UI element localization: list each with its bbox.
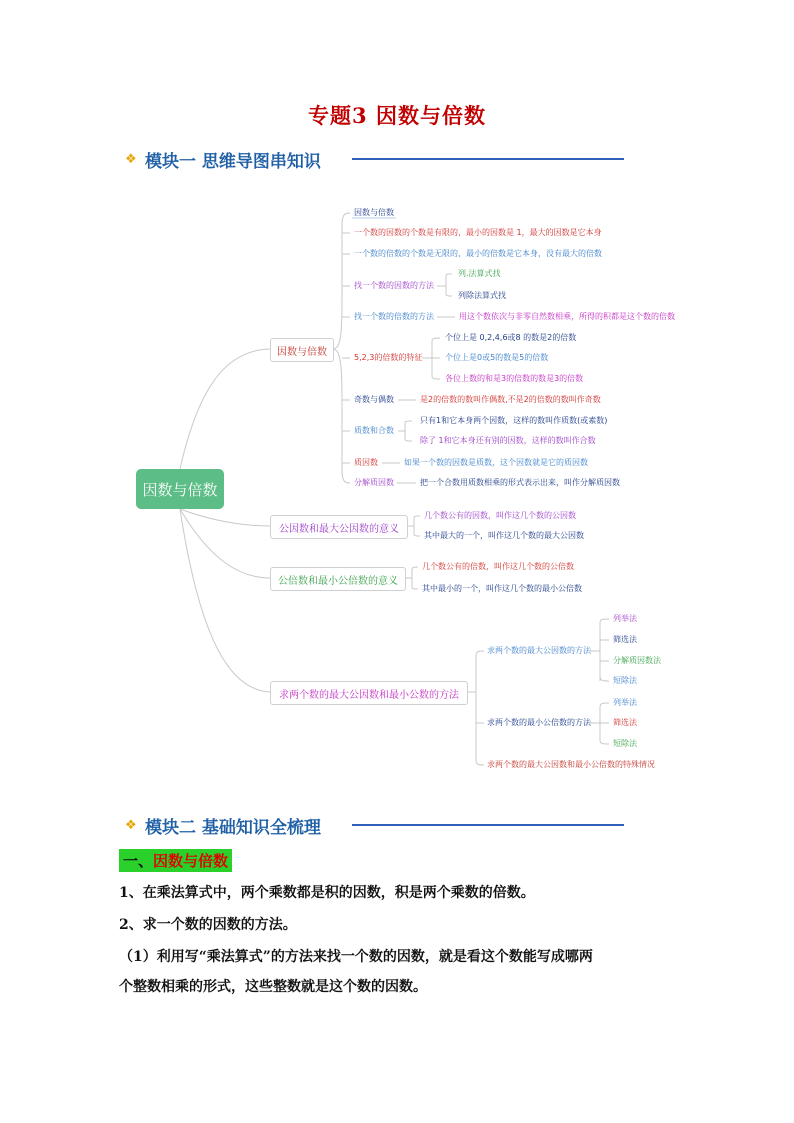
mm-item: 一个数的因数的个数是有限的，最小的因数是 1，最大的因数是它本身 bbox=[354, 228, 602, 237]
mm-item: 几个数公有的因数，叫作这几个数的公因数 bbox=[424, 511, 576, 520]
mm-item: 列除法算式找 bbox=[458, 291, 506, 300]
mm-item: 质因数 bbox=[354, 458, 378, 467]
mm-item: 质数和合数 bbox=[354, 426, 394, 435]
section-heading bbox=[119, 849, 232, 872]
mm-item: 把一个合数用质数相乘的形式表示出来，叫作分解质因数 bbox=[420, 478, 620, 487]
mm-item: 找一个数的倍数的方法 bbox=[354, 312, 434, 321]
mm-item: 其中最大的一个，叫作这几个数的最大公因数 bbox=[424, 531, 584, 540]
branch-gcf-lcm-methods: 求两个数的最大公因数和最小公数的方法 bbox=[270, 681, 468, 705]
mm-item: 分解质因数 bbox=[354, 478, 394, 487]
mm-item: 列.法算式找 bbox=[458, 269, 501, 278]
paragraph: 个整数相乘的形式，这些整数就是这个数的因数。 bbox=[119, 979, 427, 995]
branch-common-factor: 公因数和最大公因数的意义 bbox=[270, 515, 408, 539]
mm-item: 求两个数的最小公倍数的方法 bbox=[487, 718, 591, 727]
mm-item: 短除法 bbox=[613, 739, 637, 748]
double-arrow-icon: ❖ bbox=[125, 817, 137, 833]
mm-item: 奇数与偶数 bbox=[354, 395, 394, 404]
mm-item: 筛选法 bbox=[613, 635, 637, 644]
mm-item: 列举法 bbox=[613, 614, 637, 623]
mm-item: 其中最小的一个，叫作这几个数的最小公倍数 bbox=[422, 584, 582, 593]
module-divider-2 bbox=[352, 824, 624, 826]
mm-item: 分解质因数法 bbox=[613, 656, 661, 665]
mm-item: 因数与倍数 bbox=[354, 208, 394, 217]
mm-item: 如果一个数的因数是质数，这个因数就是它的质因数 bbox=[404, 458, 588, 467]
mm-item: 列举法 bbox=[613, 698, 637, 707]
mm-item: 用这个数依次与非零自然数相乘，所得的积都是这个数的倍数 bbox=[459, 312, 675, 321]
module-header-2 bbox=[125, 814, 327, 836]
paragraph: （1）利用写“乘法算式”的方法来找一个数的因数，就是看这个数能写成哪两 bbox=[119, 949, 593, 965]
mm-item: 求两个数的最大公因数和最小公倍数的特殊情况 bbox=[487, 760, 655, 769]
page-title: 专题3 因数与倍数 bbox=[308, 103, 486, 128]
mm-item: 只有1和它本身两个因数，这样的数叫作质数(或素数) bbox=[420, 416, 608, 425]
mm-item: 个位上是 0,2,4,6或8 的数是2的倍数 bbox=[445, 333, 577, 342]
section-number: 一、 bbox=[123, 852, 154, 870]
branch-factors-multiples: 因数与倍数 bbox=[270, 338, 334, 362]
paragraph: 2、求一个数的因数的方法。 bbox=[119, 917, 297, 933]
section-title: 因数与倍数 bbox=[153, 852, 229, 870]
mm-item: 求两个数的最大公因数的方法 bbox=[487, 646, 591, 655]
mm-item: 是2的倍数的数叫作偶数,不是2的倍数的数叫作奇数 bbox=[420, 395, 601, 404]
mm-item: 各位上数的和是3的倍数的数是3的倍数 bbox=[445, 374, 584, 383]
module-title-1: 模块一 思维导图串知识 bbox=[145, 151, 321, 172]
mindmap-root: 因数与倍数 bbox=[136, 469, 224, 509]
double-arrow-icon: ❖ bbox=[125, 151, 137, 167]
branch-common-multiple: 公倍数和最小公倍数的意义 bbox=[270, 567, 406, 591]
mm-item: 个位上是0或5的数是5的倍数 bbox=[445, 353, 549, 362]
mm-item: 找一个数的因数的方法 bbox=[354, 281, 434, 290]
mm-item: 一个数的倍数的个数是无限的，最小的倍数是它本身，没有最大的倍数 bbox=[354, 249, 602, 258]
mm-item: 几个数公有的倍数，叫作这几个数的公倍数 bbox=[422, 562, 574, 571]
mm-item: 除了 1和它本身还有别的因数，这样的数叫作合数 bbox=[420, 436, 596, 445]
mm-item: 筛选法 bbox=[613, 718, 637, 727]
mm-item: 短除法 bbox=[613, 676, 637, 685]
mm-item: 5,2,3的倍数的特征 bbox=[354, 353, 423, 362]
paragraph: 1、在乘法算式中，两个乘数都是积的因数，积是两个乘数的倍数。 bbox=[119, 885, 535, 901]
module-title-2: 模块二 基础知识全梳理 bbox=[145, 817, 321, 838]
